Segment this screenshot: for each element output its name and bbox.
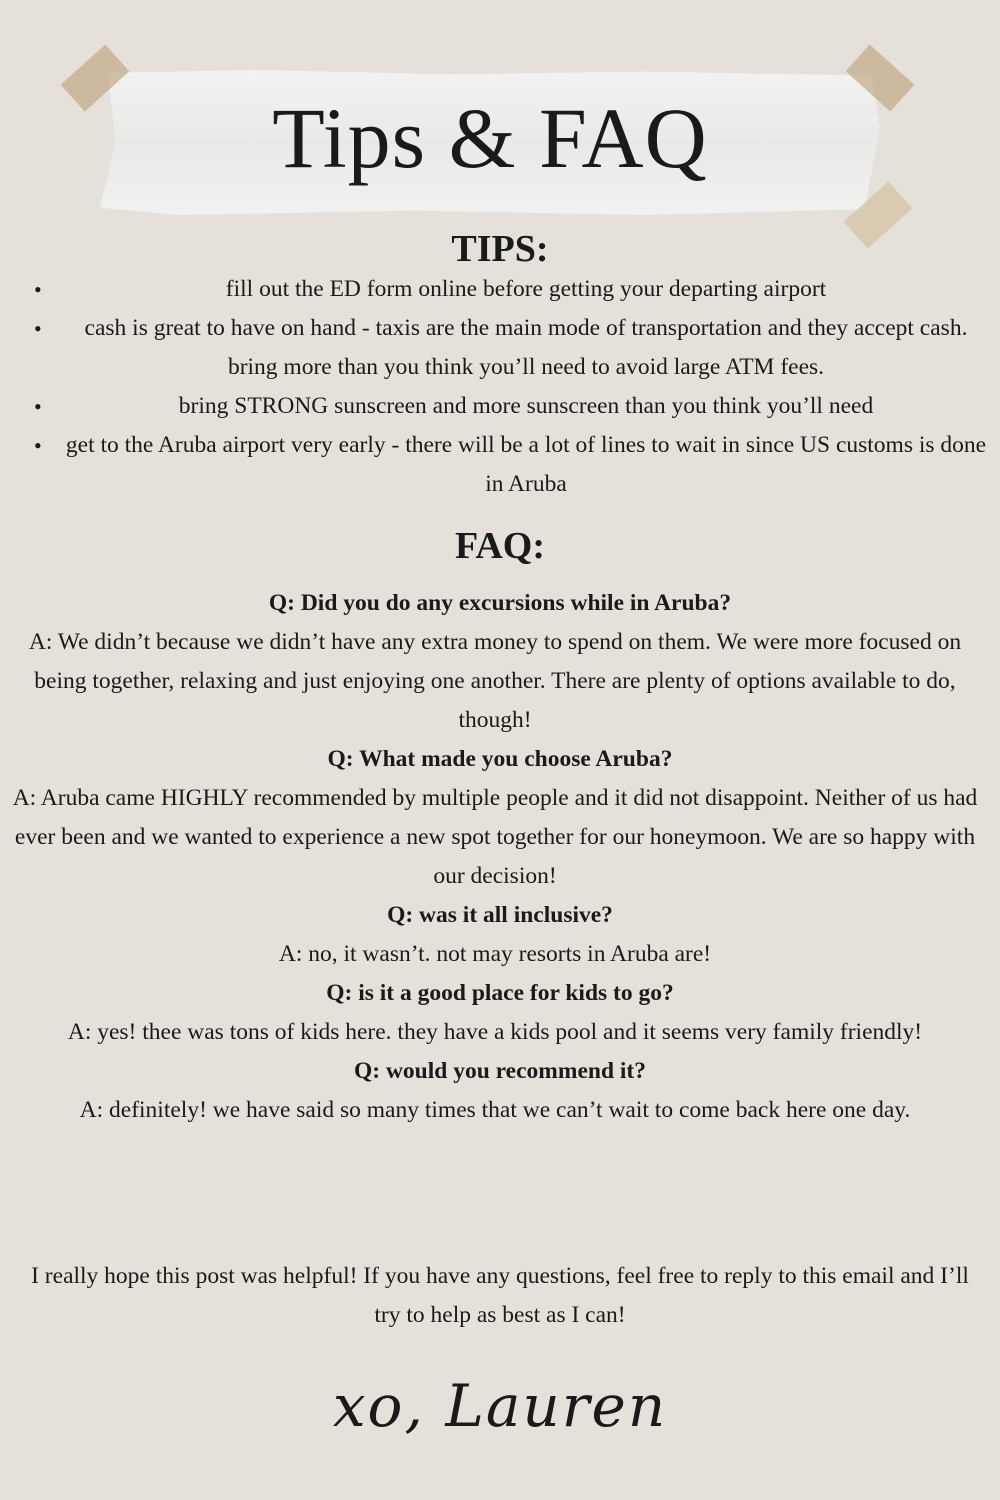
tips-heading: TIPS: (451, 228, 549, 270)
tip-item (0, 309, 1000, 387)
faq-heading: FAQ: (454, 525, 546, 567)
faq-answer: A: definitely! we have said so many times that we can’t wait to come back here one day. (79, 1097, 911, 1123)
faq-question: Q: is it a good place for kids to go? (326, 980, 674, 1006)
tip-item (0, 426, 1000, 504)
bullet-icon: • (34, 316, 42, 341)
faq-question: Q: would you recommend it? (353, 1058, 646, 1084)
tip-item (0, 387, 1000, 426)
faq-question: Q: Did you do any excursions while in Aruba? (268, 590, 732, 616)
tips-list (0, 270, 1000, 504)
bullet-icon: • (34, 433, 42, 458)
bullet-icon: • (34, 394, 42, 419)
faq-list (0, 584, 1000, 1130)
signature: xo, Lauren (332, 1372, 668, 1440)
closing-text: I really hope this post was helpful! If you have any questions, feel free to reply to this email and I’ll try to help as best as I can! (31, 1263, 969, 1328)
page-title: Tips & FAQ (272, 90, 708, 186)
tip-item (0, 270, 1000, 309)
tip-text: bring STRONG sunscreen and more sunscreen than you think you’ll need (178, 393, 874, 419)
tip-text: cash is great to have on hand - taxis are the main mode of transportation and they accept cash. bring more than you think you’ll need to avoid large ATM fees. (84, 315, 968, 380)
title-banner (100, 70, 880, 215)
faq-answer: A: Aruba came HIGHLY recommended by multiple people and it did not disappoint. Neither of us had ever been and we wanted to experience a new spot together for our honeymoon. We are so happy with our decision! (12, 785, 978, 889)
tip-text: get to the Aruba airport very early - there will be a lot of lines to wait in since US customs is done in Aruba (65, 432, 987, 497)
tip-text: fill out the ED form online before getting your departing airport (225, 276, 827, 302)
faq-question: Q: What made you choose Aruba? (327, 746, 673, 772)
faq-answer: A: yes! thee was tons of kids here. they have a kids pool and it seems very family friendly! (67, 1019, 923, 1045)
bullet-icon: • (34, 277, 42, 302)
faq-answer: A: We didn’t because we didn’t have any extra money to spend on them. We were more focused on being together, relaxing and just enjoying one another. There are plenty of options available to do, though! (28, 629, 962, 733)
faq-answer: A: no, it wasn’t. not may resorts in Aruba are! (278, 941, 712, 967)
faq-question: Q: was it all inclusive? (387, 902, 613, 928)
